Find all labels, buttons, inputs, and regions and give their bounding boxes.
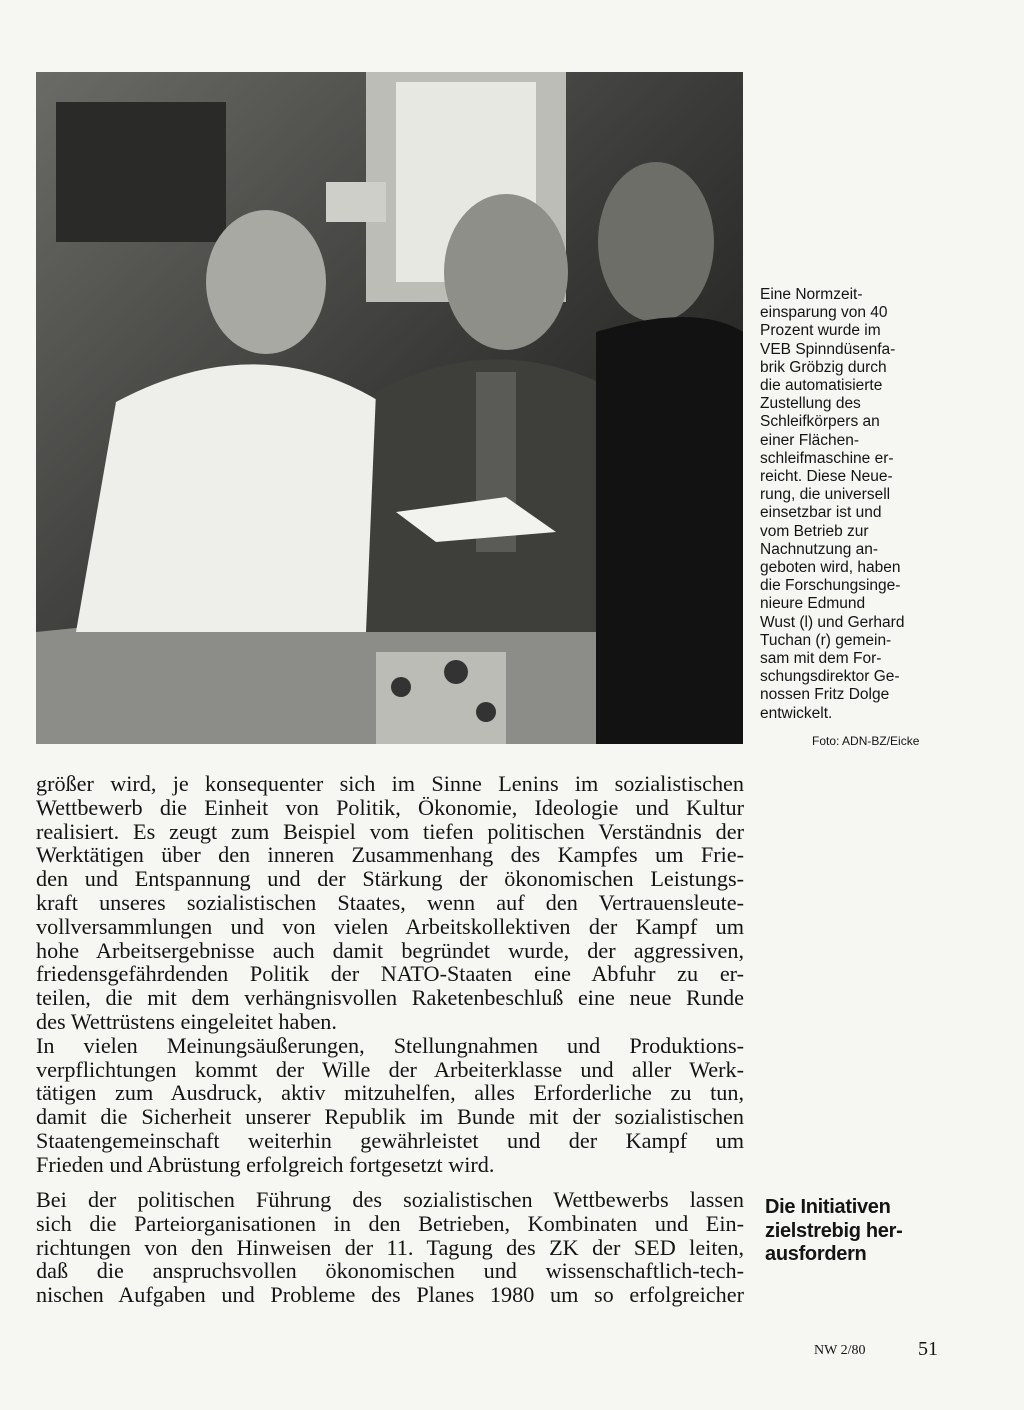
- caption-line: einer Flächen-: [760, 431, 860, 449]
- caption-line: schleifmaschine er-: [760, 449, 894, 467]
- body-line: Staatengemeinschaft weiterhin gewährleistet und der Kampf um: [36, 1127, 744, 1153]
- caption-line: einsparung von 40: [760, 304, 888, 322]
- body-paragraph-1: [36, 772, 744, 1177]
- body-line: größer wird, je konsequenter sich im Sinne Lenins im sozialistischen: [36, 771, 744, 796]
- caption-line: einsetzbar ist und: [760, 504, 882, 522]
- body-line: Frieden und Abrüstung erfolgreich fortgesetzt wird.: [36, 1151, 495, 1177]
- news-photo: [36, 72, 743, 744]
- caption-line: Eine Normzeit-: [760, 286, 863, 303]
- body-line: hohe Arbeitsergebnisse auch damit begründet wurde, der aggressiven,: [36, 937, 744, 963]
- caption-line: entwickelt.: [760, 704, 833, 722]
- photo-illustration: [36, 72, 743, 744]
- caption-line: VEB Spinndüsenfa-: [760, 340, 896, 358]
- side-heading-line: zielstrebig her-: [765, 1219, 903, 1242]
- caption-line: Wust (l) und Gerhard: [760, 613, 905, 631]
- caption-line: vom Betrieb zur: [760, 522, 869, 540]
- body-line: nischen Aufgaben und Probleme des Planes 1980 um so erfolgreicher: [36, 1282, 744, 1308]
- side-heading-line: Die Initiativen: [765, 1196, 891, 1218]
- body-line: Bei der politischen Führung des sozialistischen Wettbewerbs lassen: [36, 1187, 744, 1212]
- body-line: kraft unseres sozialistischen Staates, wenn auf den Vertrauensleute-: [36, 889, 744, 915]
- caption-line: schungsdirektor Ge-: [760, 668, 900, 686]
- body-line: realisiert. Es zeugt zum Beispiel vom tiefen politischen Verständnis der: [36, 818, 744, 844]
- body-line: friedensgefährdenden Politik der NATO-Staaten eine Abfuhr zu er-: [36, 961, 744, 987]
- body-line: verpflichtungen kommt der Wille der Arbeiterklasse und aller Werk-: [36, 1056, 744, 1082]
- body-line: tätigen zum Ausdruck, aktiv mitzuhelfen, alles Erforderliche zu tun,: [36, 1080, 744, 1106]
- caption-line: die automatisierte: [760, 377, 883, 395]
- body-line: daß die anspruchsvollen ökonomischen und wissenschaftlich-tech-: [36, 1258, 744, 1284]
- page-number: 51: [918, 1338, 938, 1360]
- caption-line: nossen Fritz Dolge: [760, 686, 890, 704]
- photo-caption: [760, 286, 946, 723]
- body-paragraph-2: [36, 1188, 744, 1307]
- caption-line: rung, die universell: [760, 486, 891, 504]
- body-line: Wettbewerb die Einheit von Politik, Ökonomie, Ideologie und Kultur: [36, 794, 744, 820]
- caption-line: Nachnutzung an-: [760, 540, 879, 558]
- side-heading: [765, 1196, 915, 1267]
- issue-reference: NW 2/80: [814, 1343, 866, 1358]
- body-line: den und Entspannung und der Stärkung der ökonomischen Leistungs-: [36, 866, 744, 892]
- caption-line: sam mit dem For-: [760, 650, 882, 668]
- caption-line: reicht. Diese Neue-: [760, 468, 893, 486]
- caption-line: geboten wird, haben: [760, 559, 901, 577]
- body-line: vollversammlungen und von vielen Arbeitskollektiven der Kampf um: [36, 913, 744, 939]
- body-line: teilen, die mit dem verhängnisvollen Raketenbeschluß eine neue Runde: [36, 985, 744, 1011]
- caption-line: Zustellung des: [760, 395, 861, 413]
- caption-line: Schleifkörpers an: [760, 413, 880, 431]
- caption-line: nieure Edmund: [760, 595, 866, 613]
- body-line: sich die Parteiorganisationen in den Betrieben, Kombinaten und Ein-: [36, 1210, 744, 1236]
- photo-credit: Foto: ADN-BZ/Eicke: [812, 734, 920, 748]
- body-line: In vielen Meinungsäußerungen, Stellungnahmen und Produktions-: [36, 1032, 744, 1058]
- caption-line: die Forschungsinge-: [760, 577, 901, 595]
- caption-line: Prozent wurde im: [760, 322, 881, 340]
- body-line: Werktätigen über den inneren Zusammenhang des Kampfes um Frie-: [36, 842, 744, 868]
- side-heading-line: ausfordern: [765, 1243, 867, 1265]
- caption-line: brik Gröbzig durch: [760, 358, 887, 376]
- caption-line: Tuchan (r) gemein-: [760, 631, 892, 649]
- body-line: richtungen von den Hinweisen der 11. Tagung des ZK der SED leiten,: [36, 1234, 744, 1260]
- body-line: des Wettrüstens eingeleitet haben.: [36, 1008, 337, 1034]
- body-line: damit die Sicherheit unserer Republik im Bunde mit der sozialistischen: [36, 1104, 744, 1130]
